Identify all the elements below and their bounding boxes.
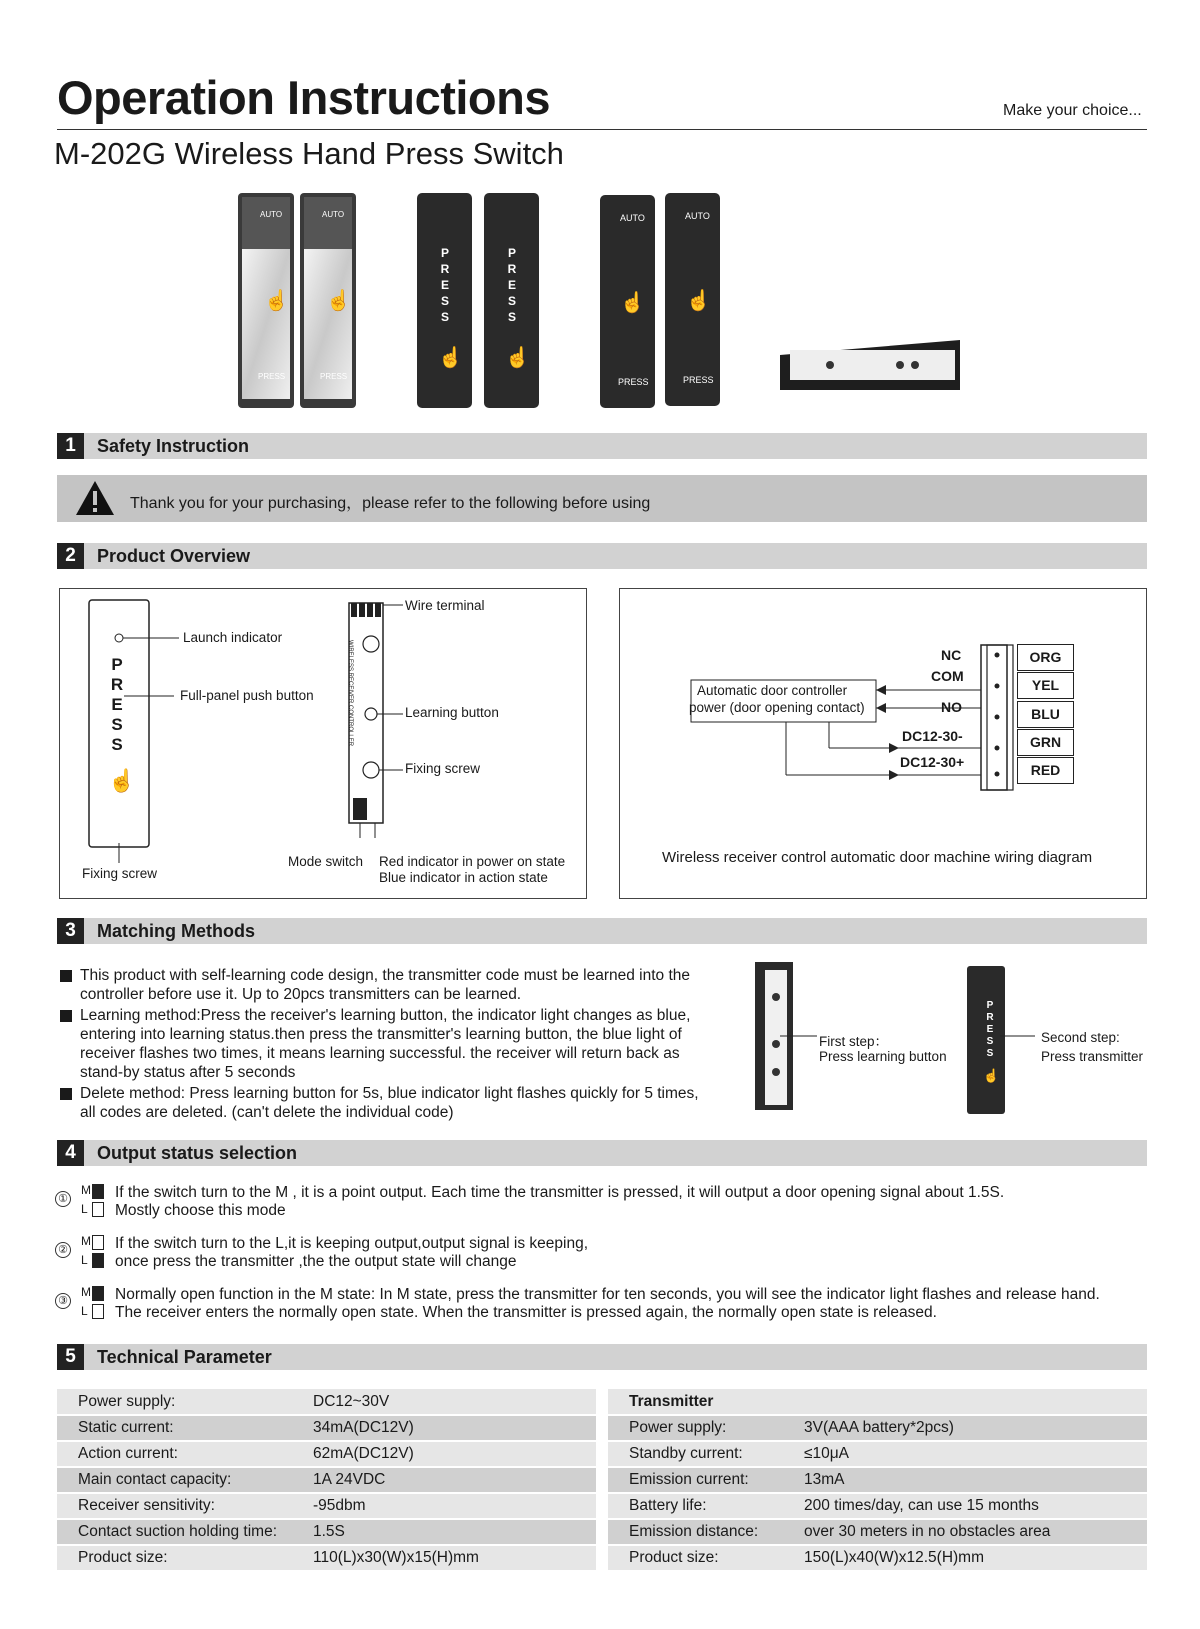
section-number: 4 — [57, 1140, 84, 1166]
press-vertical-letters: P R E S S — [440, 246, 450, 324]
param-key: Action current: — [57, 1441, 292, 1467]
second-step-title: Second step: — [1041, 1030, 1120, 1045]
section-title: Product Overview — [97, 546, 251, 566]
option-line2: Mostly choose this mode — [115, 1202, 286, 1219]
receiver-label: WIRELESS RECEIVER CONTROLLER — [347, 640, 353, 747]
press-vertical-letters: P R E S S — [507, 246, 517, 324]
section-title: Technical Parameter — [97, 1347, 272, 1367]
param-key: Emission distance: — [608, 1519, 783, 1545]
hand-icon: ☝ — [686, 290, 711, 312]
receiver-parameter-table — [57, 1389, 596, 1572]
panel-auto-label: AUTO — [322, 210, 345, 219]
bullet-square-icon — [60, 1088, 72, 1100]
wire-color-org: ORG — [1017, 644, 1074, 671]
terminal-dc-plus: DC12-30+ — [900, 754, 965, 770]
switch-m-indicator — [92, 1286, 104, 1301]
label-launch-indicator: Launch indicator — [183, 630, 283, 645]
controller-label-line2: power (door opening contact) — [689, 700, 865, 715]
table-row — [57, 1493, 596, 1519]
mode-l-label: L — [81, 1304, 88, 1318]
overview-press-letters: P R E S S — [110, 655, 124, 754]
title-divider — [57, 129, 1147, 130]
switch-m-indicator — [92, 1235, 104, 1250]
wiring-caption: Wireless receiver control automatic door machine wiring diagram — [662, 849, 1093, 866]
hand-icon: ☝ — [438, 347, 463, 369]
param-value: 1A 24VDC — [292, 1467, 596, 1493]
section-number: 3 — [57, 918, 84, 944]
wire-color-grn: GRN — [1017, 729, 1074, 756]
option-line2: once press the transmitter ,the the output state will change — [115, 1253, 517, 1270]
product-subtitle: M-202G Wireless Hand Press Switch — [54, 136, 564, 171]
switch-m-indicator — [92, 1184, 104, 1199]
option-marker: ③ — [55, 1293, 71, 1309]
mode-m-label: M — [81, 1234, 91, 1248]
param-value: 150(L)x40(W)x12.5(H)mm — [783, 1545, 1147, 1571]
wire-color-red: RED — [1017, 757, 1074, 784]
table-row — [608, 1415, 1147, 1441]
section-title: Safety Instruction — [97, 436, 250, 456]
param-value: 62mA(DC12V) — [292, 1441, 596, 1467]
label-wire-terminal: Wire terminal — [405, 598, 485, 613]
step-press-letters: P R E S S — [986, 1000, 994, 1059]
label-fixing-screw-left: Fixing screw — [82, 866, 158, 881]
param-key: Contact suction holding time: — [57, 1519, 292, 1545]
mode-m-label: M — [81, 1183, 91, 1197]
hand-icon: ☝ — [983, 1068, 1000, 1083]
section-header-output — [57, 1140, 1147, 1166]
page-title: Operation Instructions — [57, 71, 550, 124]
table-row — [57, 1519, 596, 1545]
section-title: Matching Methods — [97, 921, 255, 941]
second-step-text: Press transmitter — [1041, 1049, 1144, 1064]
label-fixing-screw-right: Fixing screw — [405, 761, 481, 776]
param-key: Power supply: — [608, 1415, 783, 1441]
label-learning-button: Learning button — [405, 705, 499, 720]
output-option-2 — [55, 1235, 1155, 1275]
param-value: 3V(AAA battery*2pcs) — [783, 1415, 1147, 1441]
tagline: Make your choice... — [1003, 102, 1142, 119]
label-indicator-blue: Blue indicator in action state — [379, 870, 548, 885]
terminal-no: NO — [941, 699, 962, 715]
option-marker: ① — [55, 1191, 71, 1207]
label-mode-switch: Mode switch — [288, 854, 364, 869]
param-key: Receiver sensitivity: — [57, 1493, 292, 1519]
switch-l-indicator — [92, 1304, 104, 1319]
wire-color-yel: YEL — [1017, 672, 1074, 699]
mode-m-label: M — [81, 1285, 91, 1299]
table-row — [57, 1545, 596, 1571]
switch-l-indicator — [92, 1253, 104, 1268]
switch-l-indicator — [92, 1202, 104, 1217]
section-header-overview — [57, 543, 1147, 569]
param-value: 13mA — [783, 1467, 1147, 1493]
table-row — [608, 1519, 1147, 1545]
terminal-dc-minus: DC12-30- — [902, 728, 963, 744]
hand-icon: ☝ — [505, 347, 530, 369]
option-line1: Normally open function in the M state: In M state, press the transmitter for ten seconds, you will see the indicator light flashes and release hand. — [115, 1286, 1100, 1303]
table-row — [608, 1545, 1147, 1571]
output-option-1 — [55, 1184, 1155, 1224]
product-photos — [0, 185, 1200, 415]
output-option-3 — [55, 1286, 1155, 1326]
warning-icon — [74, 479, 116, 517]
option-line1: If the switch turn to the L,it is keeping output,output signal is keeping, — [115, 1235, 589, 1252]
transmitter-title: Transmitter — [608, 1389, 1147, 1415]
option-line1: If the switch turn to the M , it is a point output. Each time the transmitter is pressed, it will output a door opening signal about 1.5S. — [115, 1184, 1005, 1201]
terminal-nc: NC — [941, 647, 962, 663]
hand-icon: ☝ — [108, 768, 136, 793]
first-step-title: First step： — [819, 1034, 889, 1049]
hand-icon: ☝ — [264, 290, 289, 312]
section-header-tech — [57, 1344, 1147, 1370]
param-value: ≤10μA — [783, 1441, 1147, 1467]
hand-icon: ☝ — [326, 290, 351, 312]
param-value: DC12~30V — [292, 1389, 596, 1415]
section-number: 2 — [57, 543, 84, 569]
bullet-square-icon — [60, 970, 72, 982]
param-value: 34mA(DC12V) — [292, 1415, 596, 1441]
panel-auto-label: AUTO — [685, 211, 710, 221]
table-row — [57, 1389, 596, 1415]
param-key: Emission current: — [608, 1467, 783, 1493]
hand-icon: ☝ — [620, 292, 645, 314]
overview-drawing — [59, 588, 587, 899]
param-value: -95dbm — [292, 1493, 596, 1519]
param-key: Product size: — [57, 1545, 292, 1571]
table-row — [57, 1415, 596, 1441]
section-number: 1 — [57, 433, 84, 459]
wire-color-blu: BLU — [1017, 701, 1074, 728]
param-key: Product size: — [608, 1545, 783, 1571]
param-value: 1.5S — [292, 1519, 596, 1545]
first-step-text: Press learning button — [819, 1049, 947, 1064]
table-row — [608, 1441, 1147, 1467]
option-marker: ② — [55, 1242, 71, 1258]
param-key: Main contact capacity: — [57, 1467, 292, 1493]
param-key: Standby current: — [608, 1441, 783, 1467]
panel-press-label: PRESS — [683, 375, 714, 385]
option-line2: The receiver enters the normally open state. When the transmitter is pressed again, the normally open state is released. — [115, 1304, 937, 1321]
table-row — [608, 1389, 1147, 1415]
bullet-square-icon — [60, 1010, 72, 1022]
param-value: over 30 meters in no obstacles area — [783, 1519, 1147, 1545]
terminal-com: COM — [931, 668, 964, 684]
label-push-button: Full-panel push button — [180, 688, 314, 703]
receiver-module — [780, 340, 960, 390]
section-header-safety — [57, 433, 1147, 459]
param-value: 200 times/day, can use 15 months — [783, 1493, 1147, 1519]
param-key: Battery life: — [608, 1493, 783, 1519]
section-title: Output status selection — [97, 1143, 298, 1163]
param-key: Power supply: — [57, 1389, 292, 1415]
section-header-matching — [57, 918, 1147, 944]
section-number: 5 — [57, 1344, 84, 1370]
mode-l-label: L — [81, 1202, 88, 1216]
panel-auto-label: AUTO — [620, 213, 645, 223]
panel-press-label: PRESS — [258, 372, 286, 381]
mode-l-label: L — [81, 1253, 88, 1267]
table-row — [608, 1493, 1147, 1519]
param-key: Static current: — [57, 1415, 292, 1441]
label-indicator-red: Red indicator in power on state — [379, 854, 566, 869]
transmitter-parameter-table — [608, 1389, 1147, 1572]
controller-label-line1: Automatic door controller — [697, 683, 848, 698]
panel-auto-label: AUTO — [260, 210, 283, 219]
panel-press-label: PRESS — [320, 372, 348, 381]
table-row — [57, 1467, 596, 1493]
panel-press-label: PRESS — [618, 377, 649, 387]
table-row — [608, 1467, 1147, 1493]
safety-notice-text: Thank you for your purchasing，please refer to the following before using — [130, 495, 651, 512]
table-row — [57, 1441, 596, 1467]
param-value: 110(L)x30(W)x15(H)mm — [292, 1545, 596, 1571]
